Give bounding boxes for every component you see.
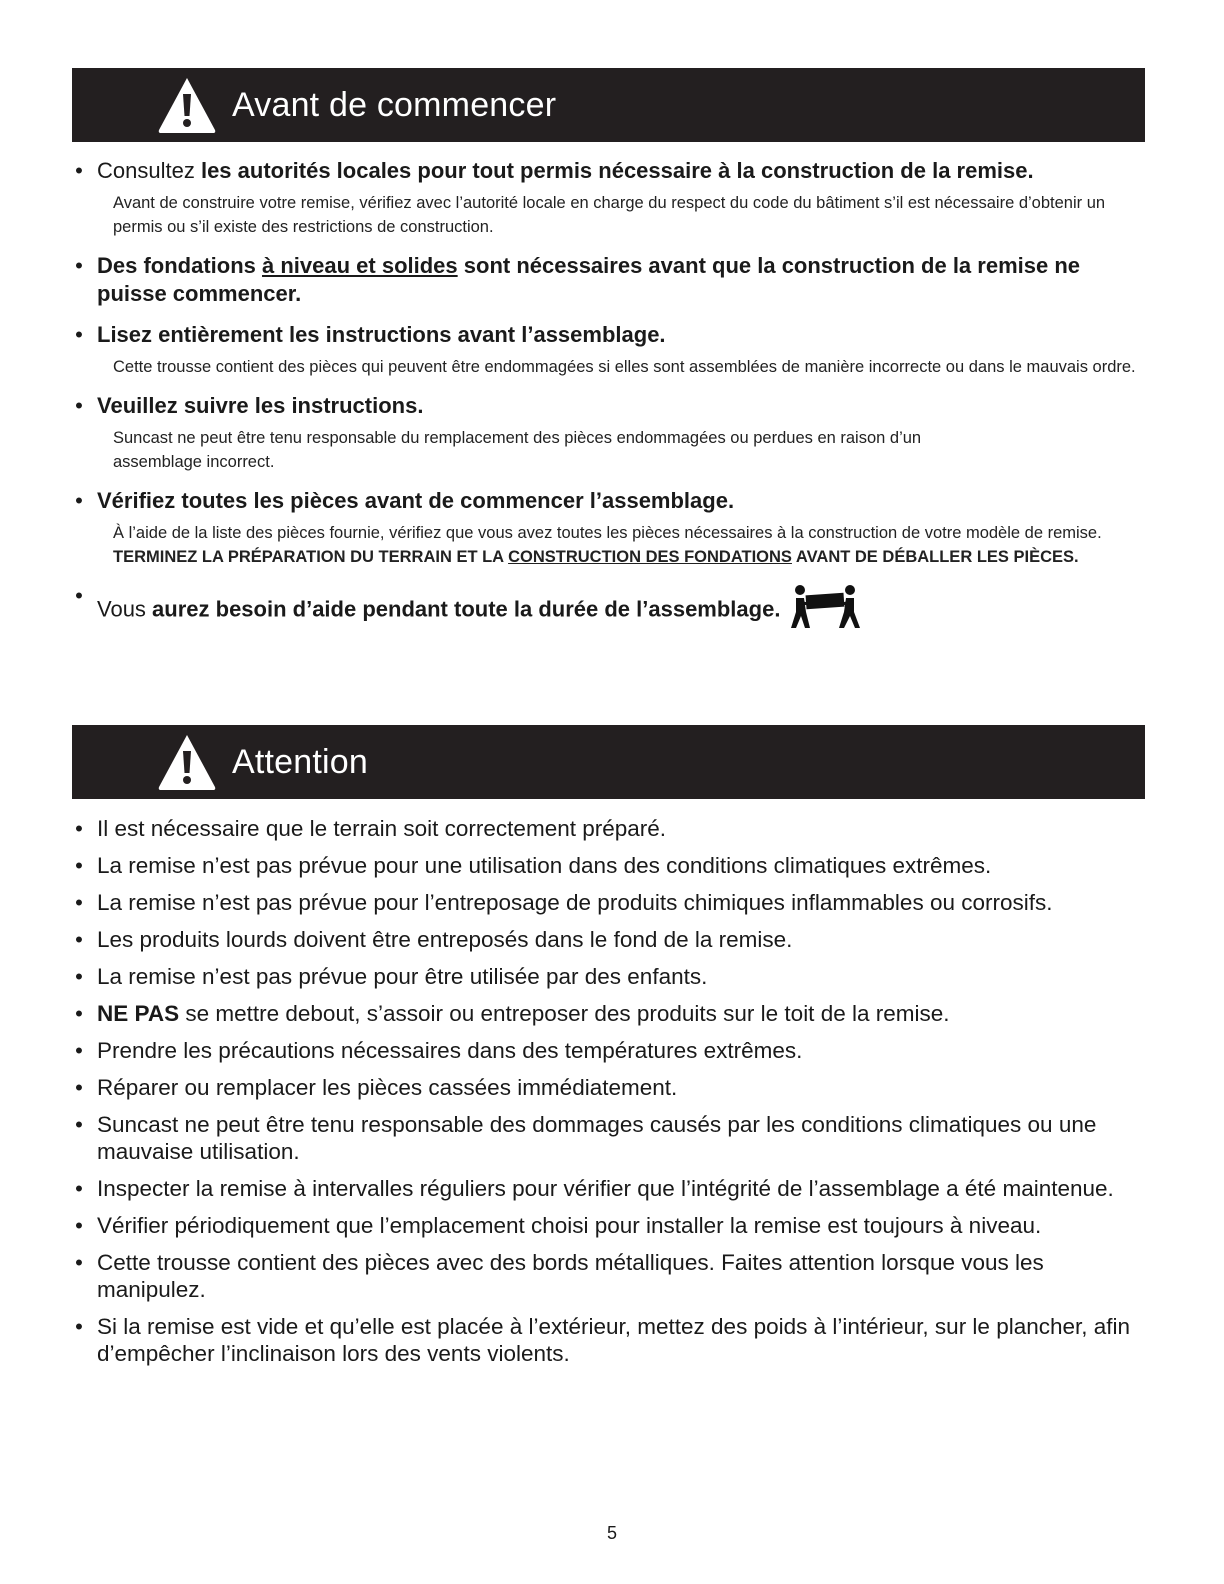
section-attention <box>72 815 1145 1377</box>
list-item: • Suncast ne peut être tenu responsable des dommages causés par les conditions climatiques ou une mauvaise utilisation. <box>75 1112 1097 1164</box>
warning-triangle-icon <box>156 731 218 793</box>
list-item: • Vérifiez toutes les pièces avant de commencer l’assemblage. À l’aide de la liste des pièces fournie, vérifiez que vous avez toutes les pièces nécessaires à la construction de votre modèle de remise. TERMINEZ LA PRÉPARATION DU TERRAIN ET LA CONSTRUCTION DES FONDATIONS AVANT DE DÉBALLER LES PIÈCES. <box>72 487 1145 569</box>
list-item: • Prendre les précautions nécessaires dans des températures extrêmes. <box>75 1038 803 1063</box>
list-item: • Lisez entièrement les instructions avant l’assemblage. Cette trousse contient des pièces qui peuvent être endommagées si elles sont assemblées de manière incorrecte ou dans le mauvais ordre. <box>72 321 1145 379</box>
two-person-lift-icon <box>786 582 864 639</box>
list-item: • Consultez les autorités locales pour tout permis nécessaire à la construction de la remise. Avant de construire votre remise, vérifiez avec l’autorité locale en charge du respect du code du bâtiment s’il est nécessaire d’obtenir un permis ou s’il existe des restrictions de construction. <box>72 157 1145 239</box>
bullet: • <box>75 253 83 278</box>
item-description: À l’aide de la liste des pièces fournie, vérifiez que vous avez toutes les pièces nécessaires à la construction de votre modèle de remise. TERMINEZ LA PRÉPARATION DU TERRAIN ET LA CONSTRUCTION DES FONDATIONS AVANT DE DÉBALLER LES PIÈCES. <box>113 524 1102 566</box>
list-item: • La remise n’est pas prévue pour être utilisée par des enfants. <box>75 964 708 989</box>
list-item: • La remise n’est pas prévue pour une utilisation dans des conditions climatiques extrêmes. <box>75 853 992 878</box>
list-item: • Inspecter la remise à intervalles réguliers pour vérifier que l’intégrité de l’assemblage a été maintenue. <box>75 1176 1114 1201</box>
bullet: • <box>75 488 83 513</box>
section-avant-de-commencer <box>72 157 1145 652</box>
section-title: Avant de commencer <box>232 85 557 124</box>
item-description: Suncast ne peut être tenu responsable du remplacement des pièces endommagées ou perdues en raison d’un assemblage incorrect. <box>113 429 922 471</box>
bullet: • <box>75 583 83 608</box>
banner-avant-de-commencer <box>72 68 1145 142</box>
list-item: • Il est nécessaire que le terrain soit correctement préparé. <box>75 816 667 841</box>
list-item: • La remise n’est pas prévue pour l’entreposage de produits chimiques inflammables ou corrosifs. <box>75 890 1053 915</box>
item-description: Cette trousse contient des pièces qui peuvent être endommagées si elles sont assemblées de manière incorrecte ou dans le mauvais ordre. <box>113 358 1136 376</box>
list-item: • Vérifier périodiquement que l’emplacement choisi pour installer la remise est toujours à niveau. <box>75 1213 1042 1238</box>
page-number: 5 <box>606 1523 617 1543</box>
section-title: Attention <box>232 742 369 781</box>
banner-attention <box>72 725 1145 799</box>
bullet: • <box>75 393 83 418</box>
list-item: • Des fondations à niveau et solides sont nécessaires avant que la construction de la remise ne puisse commencer. <box>72 252 1145 308</box>
list-item: • Veuillez suivre les instructions. Suncast ne peut être tenu responsable du remplacement des pièces endommagées ou perdues en raison d’un assemblage incorrect. <box>72 392 1145 474</box>
list-item: • Si la remise est vide et qu’elle est placée à l’extérieur, mettez des poids à l’intérieur, sur le plancher, afin d’empêcher l’inclinaison lors des vents violents. <box>75 1314 1131 1366</box>
list-item: • Vous aurez besoin d’aide pendant toute la durée de l’assemblage. <box>72 582 1145 639</box>
bullet: • <box>75 322 83 347</box>
list-item: • Réparer ou remplacer les pièces cassées immédiatement. <box>75 1075 678 1100</box>
list-item: • Les produits lourds doivent être entreposés dans le fond de la remise. <box>75 927 793 952</box>
item-description: Avant de construire votre remise, vérifiez avec l’autorité locale en charge du respect du code du bâtiment s’il est nécessaire d’obtenir un permis ou s’il existe des restrictions de construction. <box>113 194 1106 236</box>
list-item: • NE PAS se mettre debout, s’assoir ou entreposer des produits sur le toit de la remise. <box>75 1001 950 1026</box>
list-item: • Cette trousse contient des pièces avec des bords métalliques. Faites attention lorsque vous les manipulez. <box>75 1250 1044 1302</box>
bullet: • <box>75 158 83 183</box>
warning-triangle-icon <box>156 74 218 136</box>
